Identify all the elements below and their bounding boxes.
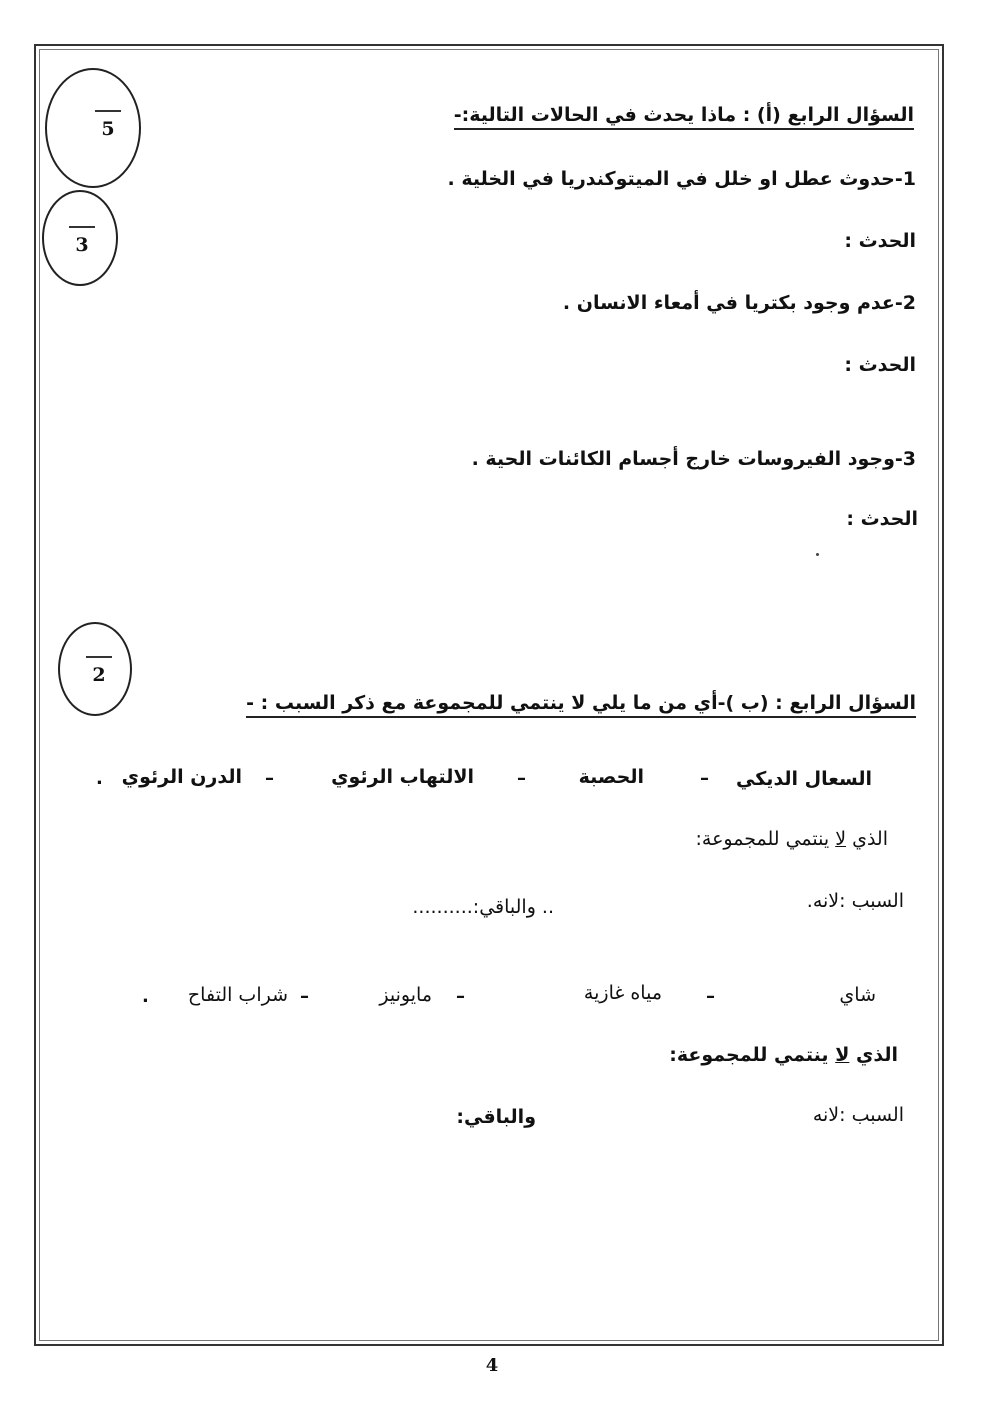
- part-a-item-1-label: الحدث :: [844, 230, 916, 252]
- group2-sep-1: –: [706, 986, 715, 1007]
- group1-sep-3: –: [265, 768, 274, 789]
- group1-word-2: الحصبة: [578, 766, 644, 788]
- part-a-item-3: 3-وجود الفيروسات خارج أجسام الكائنات الحية .: [471, 448, 916, 470]
- score-part-b: 2: [84, 656, 114, 686]
- page-number: 4: [485, 1355, 499, 1376]
- group1-reason: السبب :لانه.: [806, 890, 904, 912]
- group1-rest: .. والباقي:..........: [412, 896, 554, 918]
- group2-sep-3: –: [300, 986, 309, 1007]
- group1-end: .: [96, 768, 103, 789]
- group1-sep-2: –: [517, 768, 526, 789]
- group2-sep-2: –: [456, 986, 465, 1007]
- group2-word-1: شاي: [839, 984, 876, 1006]
- group2-end: .: [142, 986, 149, 1007]
- group2-rest: والباقي:: [456, 1106, 536, 1128]
- group1-word-3: الالتهاب الرئوي: [331, 766, 474, 788]
- group1-word-1: السعال الديكي: [736, 768, 872, 790]
- score-part-a: 5: [93, 110, 123, 140]
- group2-word-4: شراب التفاح: [187, 984, 288, 1006]
- group1-not-belong: الذي لا ينتمي للمجموعة:: [695, 828, 888, 850]
- part-a-item-2: 2-عدم وجود بكتريا في أمعاء الانسان .: [562, 292, 916, 314]
- group2-not-belong: الذي لا ينتمي للمجموعة:: [669, 1044, 898, 1066]
- group2-word-2: مياه غازية: [583, 982, 662, 1004]
- part-a-item-3-label: الحدث :: [846, 508, 918, 530]
- score-q1: 3: [67, 226, 97, 256]
- part-a-item-2-label: الحدث :: [844, 354, 916, 376]
- group1-word-4: الدرن الرئوي: [121, 766, 242, 788]
- part-a-item-1: 1-حدوث عطل او خلل في الميتوكندريا في الخلية .: [447, 168, 916, 190]
- group2-reason: السبب :لانه: [812, 1104, 904, 1126]
- group2-word-3: مايونيز: [379, 984, 432, 1006]
- group1-sep-1: –: [700, 768, 709, 789]
- stray-dot: [816, 553, 819, 556]
- part-a-heading: السؤال الرابع (أ) : ماذا يحدث في الحالات التالية:-: [454, 104, 914, 130]
- part-b-heading: السؤال الرابع : (ب )-أي من ما يلي لا ينتمي للمجموعة مع ذكر السبب : -: [246, 692, 916, 718]
